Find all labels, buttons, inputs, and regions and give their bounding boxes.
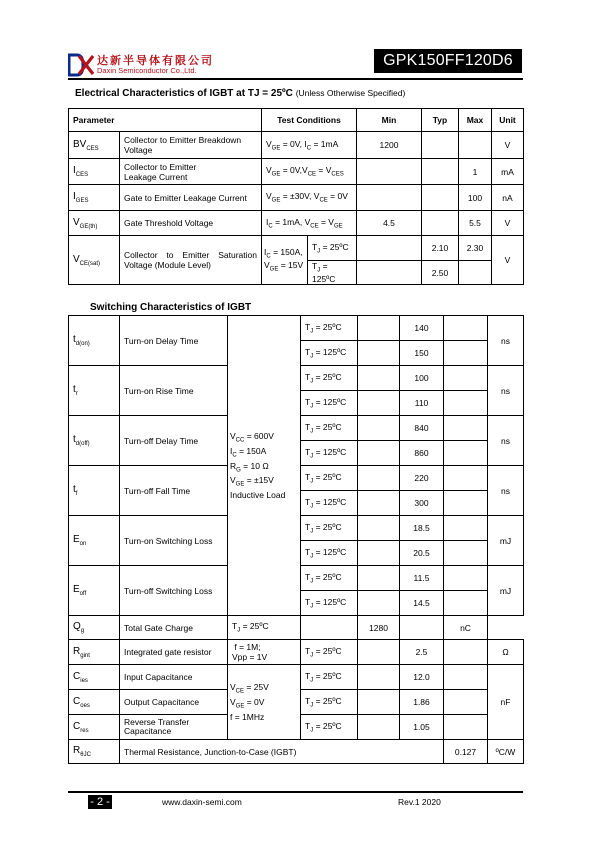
- max-vcesat-125: [459, 261, 492, 285]
- tj125-vcesat: $T_J$ = 125ºC: [308, 261, 357, 285]
- tj-125: $T_J$ = 125ºC: [301, 341, 358, 366]
- max: [444, 591, 488, 616]
- electrical-title: Electrical Characteristics of IGBT at TJ = 25ºC: [75, 88, 293, 99]
- table-row: [69, 211, 524, 236]
- max: [444, 665, 488, 690]
- min: [301, 616, 358, 640]
- unit-rthjc: ºC/W: [488, 740, 524, 764]
- min: [358, 541, 400, 566]
- tj-25: $T_J$ = 25ºC: [301, 416, 358, 441]
- cond-bvces: $V_{GE} = 0V$, $I_C = 1mA$: [262, 132, 357, 159]
- cap-test-conditions: $V_{CE} = 25V$ $V_{GE} = 0V$ f = 1MHz: [228, 665, 301, 740]
- col-max: Max: [459, 109, 492, 132]
- table-row: [69, 316, 524, 341]
- symbol-vcesat: $V_{CE(sat)}$: [69, 236, 120, 285]
- unit-iges: nA: [492, 185, 524, 211]
- typ-vgeth: [422, 211, 459, 236]
- symbol-vgeth: $V_{GE(th)}$: [69, 211, 120, 236]
- typ-ices: [422, 159, 459, 185]
- tj-25: $T_J$ = 25ºC: [301, 316, 358, 341]
- min: [358, 341, 400, 366]
- col-parameter: Parameter: [69, 109, 262, 132]
- table-row: [69, 132, 524, 159]
- symbol-f: $t_f$: [69, 466, 120, 516]
- symbol-res: $C_{res}$: [69, 715, 120, 740]
- max-vgeth: 5.5: [459, 211, 492, 236]
- col-typ: Typ: [422, 109, 459, 132]
- symbol-iges: $I_{GES}$: [69, 185, 120, 211]
- min: [358, 516, 400, 541]
- min: [358, 366, 400, 391]
- typ-125: 860: [400, 441, 444, 466]
- typ-25: 18.5: [400, 516, 444, 541]
- unit-ices: mA: [492, 159, 524, 185]
- company-name-cn: 达新半导体有限公司: [97, 54, 214, 67]
- symbol-qg: $Q_g$: [69, 616, 120, 640]
- tj-25: $T_J$ = 25ºC: [301, 466, 358, 491]
- cond-ices: $V_{GE} = 0V,V_{CE} = V_{CES}$: [262, 159, 357, 185]
- header-divider: [68, 78, 523, 80]
- min: [358, 416, 400, 441]
- desc: Turn-off Switching Loss: [120, 566, 228, 616]
- max: [444, 690, 488, 715]
- unit: mJ: [488, 566, 524, 616]
- max: [444, 491, 488, 516]
- unit-qg: nC: [444, 616, 488, 640]
- typ-bvces: [422, 132, 459, 159]
- page-number: - 2 -: [88, 795, 112, 809]
- max: [444, 441, 488, 466]
- max: [444, 516, 488, 541]
- max: [400, 616, 444, 640]
- unit: mJ: [488, 516, 524, 566]
- max: [444, 391, 488, 416]
- tj-25: $T_J$ = 25ºC: [301, 715, 358, 740]
- min-vcesat-25: [357, 236, 422, 261]
- symbol-bvces: $BV_{CES}$: [69, 132, 120, 159]
- tj-125: $T_J$ = 125ºC: [301, 591, 358, 616]
- col-min: Min: [357, 109, 422, 132]
- max: [444, 316, 488, 341]
- desc-rgint: Integrated gate resistor: [120, 640, 228, 665]
- min: [358, 640, 400, 665]
- table-row: [69, 665, 524, 690]
- typ-125: 110: [400, 391, 444, 416]
- tj-25: $T_J$ = 25ºC: [301, 640, 358, 665]
- max-vcesat-25: 2.30: [459, 236, 492, 261]
- min: [358, 491, 400, 516]
- tj-25: $T_J$ = 25ºC: [301, 690, 358, 715]
- footer-divider: [68, 791, 523, 793]
- desc: Turn-on Switching Loss: [120, 516, 228, 566]
- unit: ns: [488, 316, 524, 366]
- symbol-oes: $C_{oes}$: [69, 690, 120, 715]
- typ-125: 14.5: [400, 591, 444, 616]
- electrical-section-title: [75, 88, 405, 99]
- min: [358, 441, 400, 466]
- min: [358, 715, 400, 740]
- min: [358, 566, 400, 591]
- unit-bvces: V: [492, 132, 524, 159]
- min: [358, 690, 400, 715]
- max: [444, 466, 488, 491]
- typ-vcesat-125: 2.50: [422, 261, 459, 285]
- electrical-header-row: [69, 109, 524, 132]
- desc: Turn-on Delay Time: [120, 316, 228, 366]
- typ-125: 20.5: [400, 541, 444, 566]
- typ-ies: 12.0: [400, 665, 444, 690]
- typ-rgint: 2.5: [400, 640, 444, 665]
- tj-125: $T_J$ = 125ºC: [301, 541, 358, 566]
- part-number-badge: GPK150FF120D6: [374, 49, 522, 73]
- typ-qg: 1280: [358, 616, 400, 640]
- desc-res: Reverse Transfer Capacitance: [120, 715, 228, 740]
- typ-25: 220: [400, 466, 444, 491]
- desc-vgeth: Gate Threshold Voltage: [120, 211, 262, 236]
- col-unit: Unit: [492, 109, 524, 132]
- unit-cap: nF: [488, 665, 524, 740]
- max: [444, 541, 488, 566]
- table-row: [69, 185, 524, 211]
- unit: ns: [488, 366, 524, 416]
- typ-iges: [422, 185, 459, 211]
- electrical-table: [68, 108, 524, 285]
- switching-section-title: Switching Characteristics of IGBT: [90, 302, 252, 313]
- symbol-rgint: $R_{gint}$: [69, 640, 120, 665]
- max: [444, 416, 488, 441]
- symbol-don: $t_{d(on)}$: [69, 316, 120, 366]
- symbol-ies: $C_{ies}$: [69, 665, 120, 690]
- symbol-r: $t_r$: [69, 366, 120, 416]
- cond-iges: $V_{GE} = \pm 30V$, $V_{CE} = 0V$: [262, 185, 357, 211]
- tj-25: $T_J$ = 25ºC: [301, 566, 358, 591]
- tj-125: $T_J$ = 125ºC: [301, 391, 358, 416]
- desc-iges: Gate to Emitter Leakage Current: [120, 185, 262, 211]
- min-iges: [357, 185, 422, 211]
- tj-25: $T_J$ = 25ºC: [301, 665, 358, 690]
- max: [444, 566, 488, 591]
- typ-25: 140: [400, 316, 444, 341]
- desc-qg: Total Gate Charge: [120, 616, 228, 640]
- symbol-ices: $I_{CES}$: [69, 159, 120, 185]
- table-row: [69, 236, 524, 261]
- tj-25: $T_J$ = 25ºC: [228, 616, 301, 640]
- unit: ns: [488, 466, 524, 516]
- table-row: [69, 640, 524, 665]
- cond-vcesat: $I_C = 150A$, $V_{GE} = 15V$: [262, 236, 308, 285]
- table-row: [69, 159, 524, 185]
- symbol-doff: $t_{d(off)}$: [69, 416, 120, 466]
- symbol-on: $E_{on}$: [69, 516, 120, 566]
- electrical-subtitle: (Unless Otherwise Specified): [295, 88, 406, 98]
- desc-bvces: Collector to Emitter Breakdown Voltage: [120, 132, 262, 159]
- max: [444, 640, 488, 665]
- table-row: [69, 616, 524, 640]
- desc: Turn-on Rise Time: [120, 366, 228, 416]
- unit-rgint: Ω: [488, 640, 524, 665]
- max: [444, 715, 488, 740]
- min: [358, 665, 400, 690]
- tj-25: $T_J$ = 25ºC: [301, 516, 358, 541]
- min-ices: [357, 159, 422, 185]
- desc: Turn-off Delay Time: [120, 416, 228, 466]
- switching-test-conditions: $V_{CC} = 600V$ $I_C = 150A$ $R_G = 10$ Ω $V_{GE} = \pm 15V$ Inductive Load: [228, 316, 301, 616]
- symbol-off: $E_{off}$: [69, 566, 120, 616]
- typ-25: 100: [400, 366, 444, 391]
- symbol-rthjc: $R_{\theta JC}$: [69, 740, 120, 764]
- col-test-conditions: Test Conditions: [262, 109, 357, 132]
- min: [358, 591, 400, 616]
- max-rthjc: 0.127: [444, 740, 488, 764]
- min-vgeth: 4.5: [357, 211, 422, 236]
- website-link[interactable]: www.daxin-semi.com: [162, 797, 242, 807]
- tj-25: $T_J$ = 25ºC: [301, 366, 358, 391]
- unit: ns: [488, 416, 524, 466]
- max: [444, 341, 488, 366]
- min: [358, 316, 400, 341]
- cond-rgint: f = 1M; Vpp = 1V: [228, 640, 301, 665]
- desc-rthjc: Thermal Resistance, Junction-to-Case (IGBT): [120, 740, 444, 764]
- typ-25: 840: [400, 416, 444, 441]
- desc-vcesat: Collector to Emitter Saturation Voltage (Module Level): [120, 236, 262, 285]
- desc: Turn-off Fall Time: [120, 466, 228, 516]
- typ-125: 150: [400, 341, 444, 366]
- daxin-logo-icon: [68, 53, 94, 77]
- max-ices: 1: [459, 159, 492, 185]
- desc-ies: Input Capacitance: [120, 665, 228, 690]
- max-iges: 100: [459, 185, 492, 211]
- max-bvces: [459, 132, 492, 159]
- unit-vcesat: V: [492, 236, 524, 285]
- tj-125: $T_J$ = 125ºC: [301, 491, 358, 516]
- min: [358, 391, 400, 416]
- typ-oes: 1.86: [400, 690, 444, 715]
- desc-ices: Collector to Emitter Leakage Current: [120, 159, 262, 185]
- cond-vgeth: $I_C = 1mA$, $V_{CE} = V_{GE}$: [262, 211, 357, 236]
- tj25-vcesat: $T_J$ = 25ºC: [308, 236, 357, 261]
- min-vcesat-125: [357, 261, 422, 285]
- typ-res: 1.05: [400, 715, 444, 740]
- table-row: [69, 740, 524, 764]
- desc-oes: Output Capacitance: [120, 690, 228, 715]
- min: [358, 466, 400, 491]
- unit-vgeth: V: [492, 211, 524, 236]
- switching-table: [68, 315, 524, 764]
- revision-text: Rev.1 2020: [398, 797, 441, 807]
- tj-125: $T_J$ = 125ºC: [301, 441, 358, 466]
- min-bvces: 1200: [357, 132, 422, 159]
- typ-25: 11.5: [400, 566, 444, 591]
- max: [444, 366, 488, 391]
- company-name-en: Daxin Semiconductor Co.,Ltd.: [97, 66, 197, 75]
- typ-125: 300: [400, 491, 444, 516]
- typ-vcesat-25: 2.10: [422, 236, 459, 261]
